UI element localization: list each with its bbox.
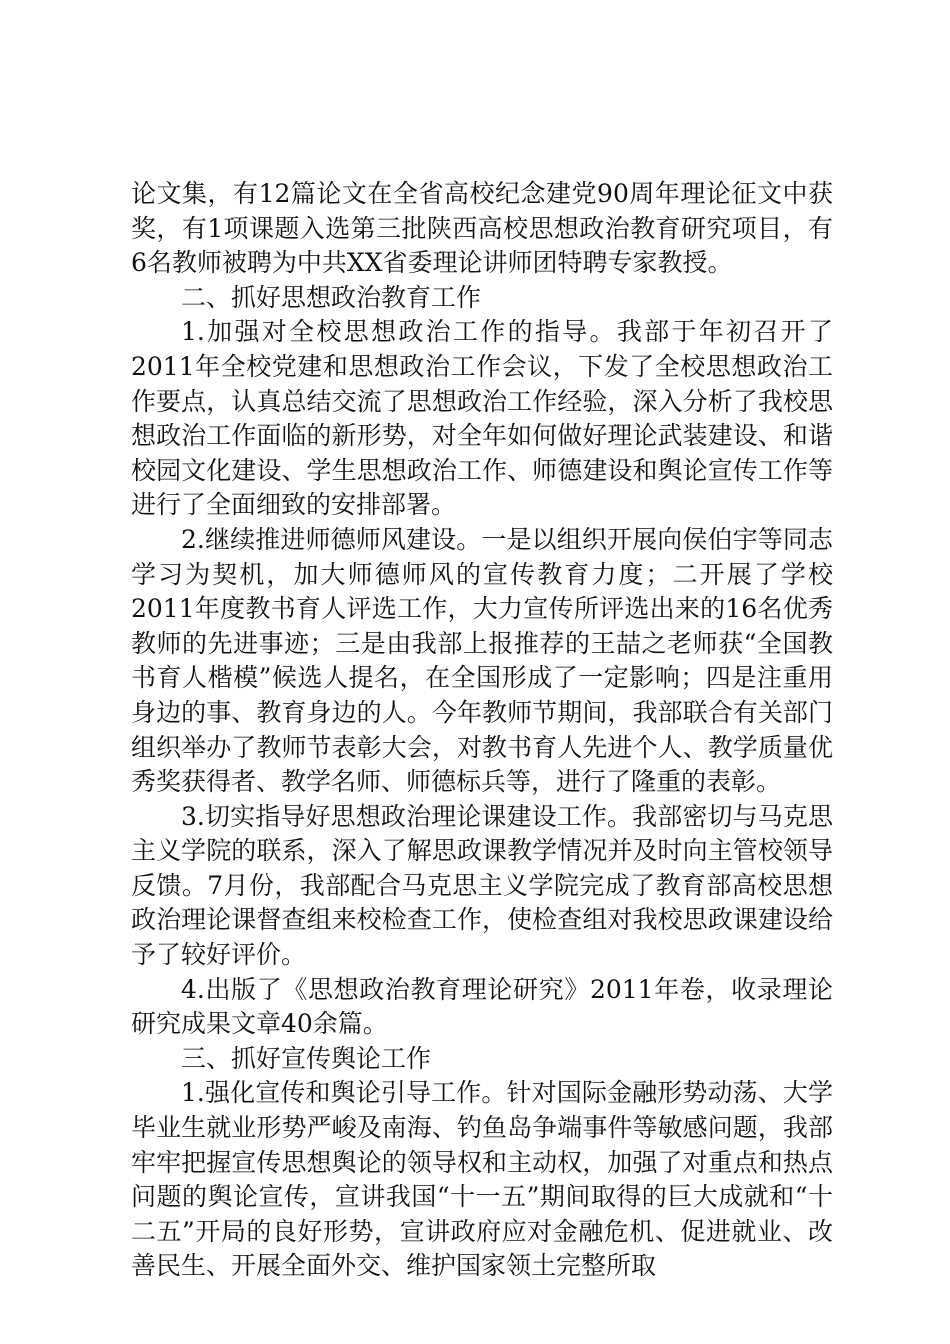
paragraph-item-4: 4.出版了《思想政治教育理论研究》2011年卷，收录理论研究成果文章40余篇。 [131, 974, 833, 1039]
paragraph-continuation: 论文集，有12篇论文在全省高校纪念建党90周年理论征文中获奖，有1项课题入选第三批陕西高校思想政治教育研究项目，有6名教师被聘为中共XX省委理论讲师团特聘专家教授。 [131, 179, 833, 278]
paragraph-item-3: 3.切实指导好思想政治理论课建设工作。我部密切与马克思主义学院的联系，深入了解思政课教学情况并及时向主管校领导反馈。7月份，我部配合马克思主义学院完成了教育部高校思想政治理论课督查组来校检查工作，使检查组对我校思政课建设给予了较好评价。 [131, 801, 833, 970]
section-heading-2: 二、抓好思想政治教育工作 [181, 282, 482, 312]
section-heading-3: 三、抓好宣传舆论工作 [181, 1043, 432, 1073]
paragraph-item-5: 1.强化宣传和舆论引导工作。针对国际金融形势动荡、大学毕业生就业形势严峻及南海、钓鱼岛争端事件等敏感问题，我部牢牢把握宣传思想舆论的领导权和主动权，加强了对重点和热点问题的舆论宣传，宣讲我国“十一五”期间取得的巨大成就和“十二五”开局的良好形势，宣讲政府应对金融危机、促进就业、改善民生、开展全面外交、维护国家领土完整所取 [131, 1078, 833, 1281]
paragraph-item-2: 2.继续推进师德师风建设。一是以组织开展向侯伯宇等同志学习为契机，加大师德师风的宣传教育力度；二开展了学校2011年度教书育人评选工作，大力宣传所评选出来的16名优秀教师的先进事迹；三是由我部上报推荐的王喆之老师获“全国教书育人楷模”候选人提名，在全国形成了一定影响；四是注重用身边的事、教育身边的人。今年教师节期间，我部联合有关部门组织举办了教师节表彰大会，对教书育人先进个人、教学质量优秀奖获得者、教学名师、师德标兵等，进行了隆重的表彰。 [131, 524, 833, 797]
document-body [131, 177, 833, 1284]
paragraph-item-1: 1.加强对全校思想政治工作的指导。我部于年初召开了2011年全校党建和思想政治工作会议，下发了全校思想政治工作要点，认真总结交流了思想政治工作经验，深入分析了我校思想政治工作面临的新形势，对全年如何做好理论武装建设、和谐校园文化建设、学生思想政治工作、师德建设和舆论宣传工作等进行了全面细致的安排部署。 [131, 317, 833, 520]
